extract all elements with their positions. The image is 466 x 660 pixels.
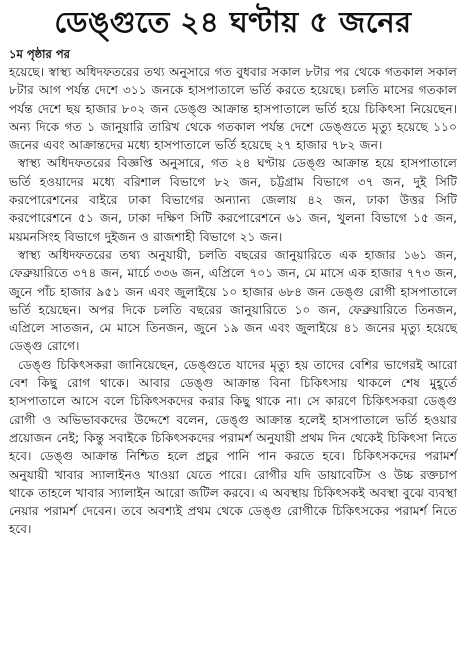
paragraph: ডেঙ্গু চিকিৎসকরা জানিয়েছেন, ডেঙ্গুতে যাদের মৃত্যু হয় তাদের বেশির ভাগেরই আরো বেশ কিছু রোগ থাকে। আবার ডেঙ্গু আক্রান্ত বিনা চিকিৎসায় থাকলে শেষ মুহূর্তে হাসপাতালে আসে বলে চিকিৎসকদের করার কিছু থাকে না। সে কারণে চিকিৎসকরা ডেঙ্গু রোগী ও অভিভাবকদের উদ্দেশে বলেন, ডেঙ্গু আক্রান্ত হলেই হাসপাতালে ভর্তি হওয়ার প্রয়োজন নেই; কিন্তু সবাইকে চিকিৎসকদের পরামর্শ অনুযায়ী প্রথম দিন থেকেই চিকিৎসা নিতে হবে। ডেঙ্গু আক্রান্ত নিশ্চিত হলে প্রচুর পানি পান করতে হবে। চিকিৎসকদের পরামর্শ অনুযায়ী খাবার স্যালাইনও খাওয়া যেতে পারে। রোগীর যদি ডায়াবেটিস ও উচ্চ রক্তচাপ থাকে তাহলে খাবার স্যালাইন আরো জটিল করবে। এ অবস্থায় চিকিৎসকই অবস্থা বুঝে ব্যবস্থা নেয়ার পরামর্শ দেবেন। তবে অবশ্যই প্রথম থেকে ডেঙ্গু রোগীকে চিকিৎসকের পরামর্শ নিতে হবে। [9,357,457,537]
paragraph: স্বাস্থ্য অধিদফতরের বিজ্ঞপ্তি অনুসারে, গত ২৪ ঘণ্টায় ডেঙ্গু আক্রান্ত হয়ে হাসপাতালে ভর্তি হওয়াদের মধ্যে বরিশাল বিভাগে ৮২ জন, চট্টগ্রাম বিভাগে ৩৭ জন, দুই সিটি করপোরেশনের বাইরে ঢাকা বিভাগের অন্যান্য জেলায় ৪২ জন, ঢাকা উত্তর সিটি করপোরেশনে ৫১ জন, ঢাকা দক্ষিণ সিটি করপোরেশনে ৬১ জন, খুলনা বিভাগে ১৫ জন, ময়মনসিংহ বিভাগে দুইজন ও রাজশাহী বিভাগে ২১ জন। [9,156,457,244]
paragraph: হয়েছে। স্বাস্থ্য অধিদফতরের তথ্য অনুসারে গত বুধবার সকাল ৮টার পর থেকে গতকাল সকাল ৮টার আগ পর্যন্ত দেশে ৩১১ জনকে হাসপাতালে ভর্তি করতে হয়েছে। চলতি মাসের গতকাল পর্যন্ত দেশে ছয় হাজার ৮০২ জন ডেঙ্গু আক্রান্ত হাসপাতালে ভর্তি হয়ে চিকিৎসা নিয়েছেন। অন্য দিকে গত ১ জানুয়ারি তারিখ থেকে গতকাল পর্যন্ত দেশে ডেঙ্গুতে মৃত্যু হয়েছে ১১০ জনের এবং আক্রান্তদের মধ্যে হাসপাতালে ভর্তি হয়েছে ২৭ হাজার ৭৮২ জন। [9,65,457,153]
continuation-label: ১ম পৃষ্ঠার পর [9,47,70,61]
paragraph: স্বাস্থ্য অধিদফতরের তথ্য অনুযায়ী, চলতি বছরের জানুয়ারিতে এক হাজার ১৬১ জন, ফেব্রুয়ারিতে ৩৭৪ জন, মার্চে ৩৩৬ জন, এপ্রিলে ৭০১ জন, মে মাসে এক হাজার ৭৭৩ জন, জুনে পাঁচ হাজার ৯৫১ জন এবং জুলাইয়ে ১০ হাজার ৬৮৪ জন ডেঙ্গু রোগী হাসপাতালে ভর্তি হয়েছেন। অপর দিকে চলতি বছরের জানুয়ারিতে ১০ জন, ফেব্রুয়ারিতে তিনজন, এপ্রিলে সাতজন, মে মাসে তিনজন, জুনে ১৯ জন এবং জুলাইয়ে ৪১ জনের মৃত্যু হয়েছে ডেঙ্গু রোগে। [9,247,457,354]
headline: ডেঙ্গুতে ২৪ ঘণ্টায় ৫ জনের [54,5,412,39]
